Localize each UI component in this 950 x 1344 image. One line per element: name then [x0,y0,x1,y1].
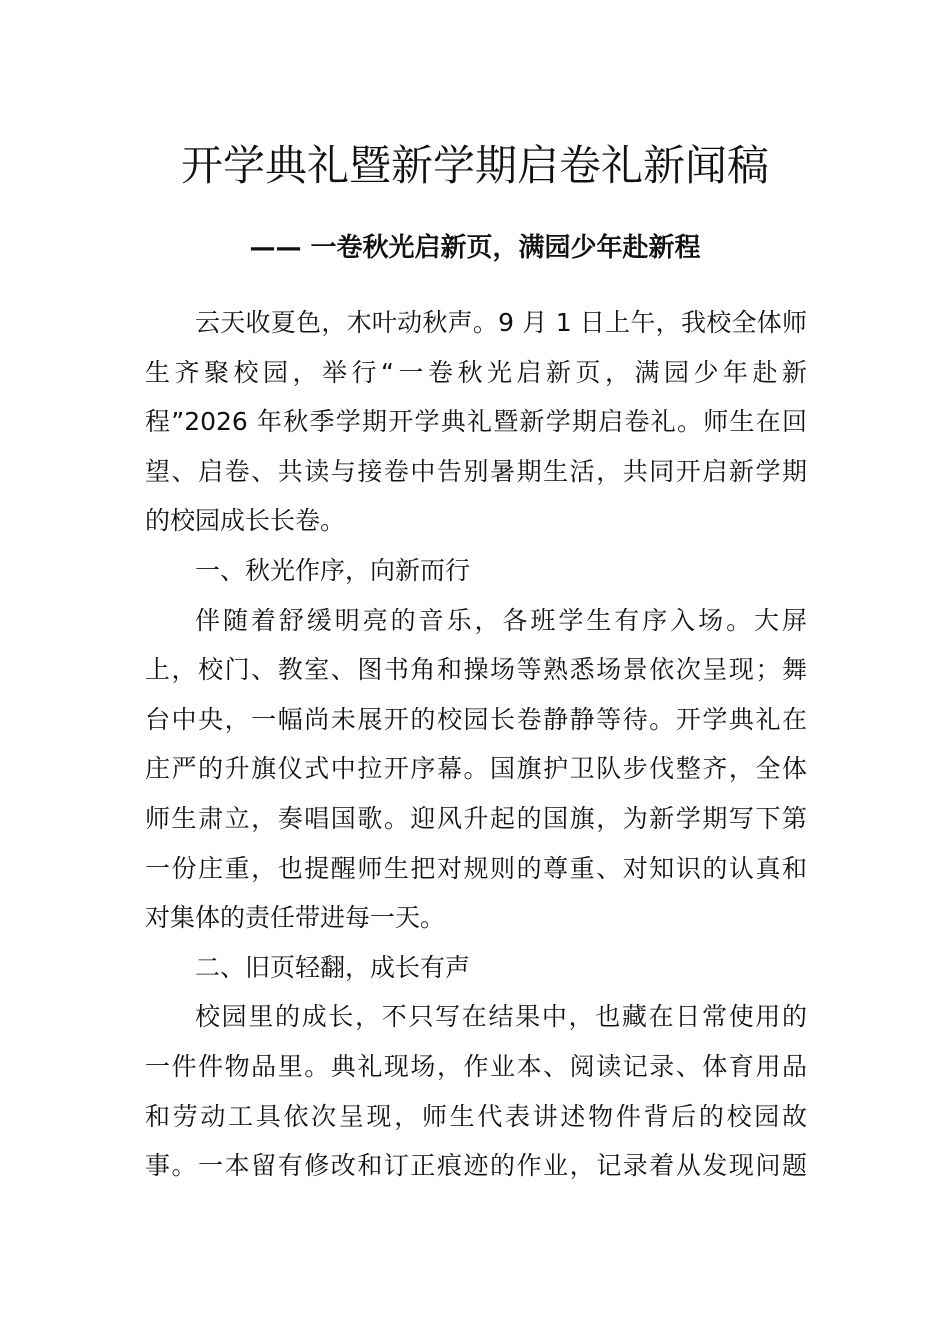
intro-paragraph [145,298,807,546]
document-subtitle: —— 一卷秋光启新页，满园少年赴新程 [249,233,701,263]
paragraph-line: 庄严的升旗仪式中拉开序幕。国旗护卫队步伐整齐，全体 [145,754,807,784]
paragraph-line: 师生肃立，奏唱国歌。迎风升起的国旗，为新学期写下第 [145,803,807,833]
paragraph-line: 事。一本留有修改和订正痕迹的作业，记录着从发现问题 [145,1151,807,1181]
paragraph-line: 一份庄重，也提醒师生把对规则的尊重、对知识的认真和 [145,853,807,883]
paragraph-line: 校园里的成长，不只写在结果中，也藏在日常使用的 [195,1002,807,1032]
paragraph-line: 云天收夏色，木叶动秋声。9 月 1 日上午，我校全体师 [195,308,807,337]
document-title: 开学典礼暨新学期启卷礼新闻稿 [180,141,769,190]
paragraph-line: 对集体的责任带进每一天。 [145,903,446,933]
paragraph-line: 一件件物品里。典礼现场，作业本、阅读记录、体育用品 [145,1051,807,1081]
section-heading-2: 二、旧页轻翻，成长有声 [195,952,471,982]
section-heading-1: 一、秋光作序，向新而行 [195,555,471,585]
paragraph-line: 台中央，一幅尚未展开的校园长卷静静等待。开学典礼在 [145,704,807,734]
document-body [145,298,807,1191]
paragraph-line: 望、启卷、共读与接卷中告别暑期生活，共同开启新学期 [145,456,807,486]
section2-paragraph [145,992,807,1190]
paragraph-line: 的校园成长长卷。 [145,506,346,536]
paragraph-line: 伴随着舒缓明亮的音乐，各班学生有序入场。大屏 [195,605,807,635]
paragraph-line: 和劳动工具依次呈现，师生代表讲述物件背后的校园故 [145,1101,807,1131]
section1-paragraph [145,596,807,943]
paragraph-line: 上，校门、教室、图书角和操场等熟悉场景依次呈现；舞 [145,655,807,685]
paragraph-line: 程”2026 年秋季学期开学典礼暨新学期启卷礼。师生在回 [145,407,807,437]
paragraph-line: 生齐聚校园，举行“一卷秋光启新页，满园少年赴新 [145,357,807,387]
